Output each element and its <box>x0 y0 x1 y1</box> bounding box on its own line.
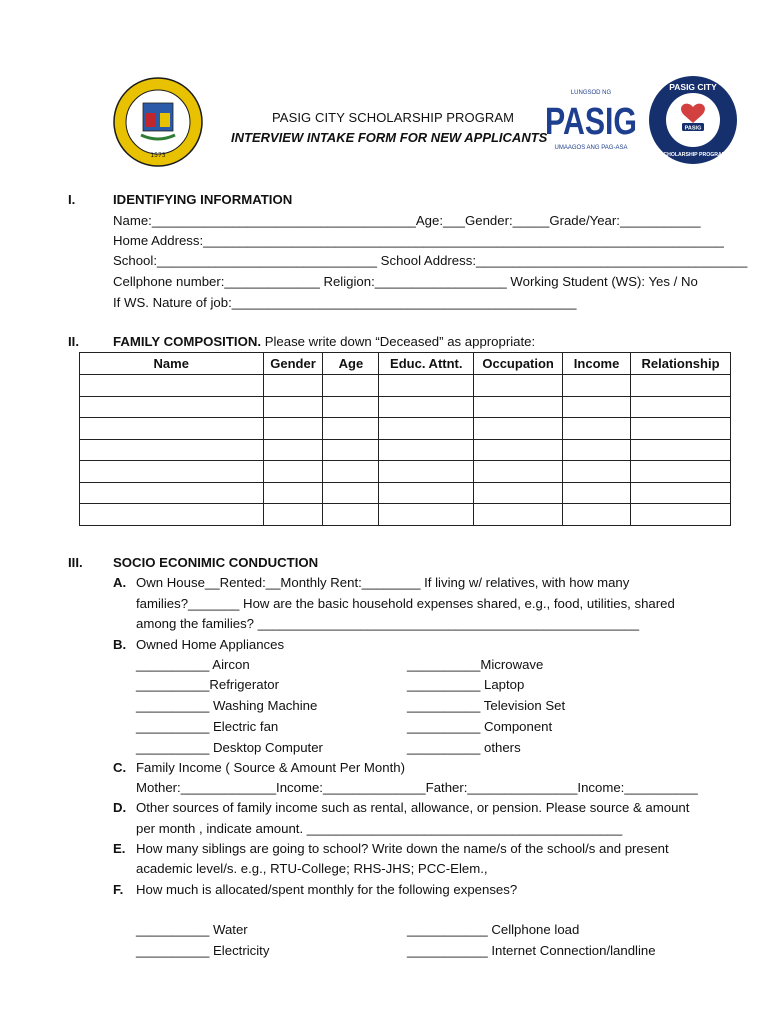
table-cell[interactable] <box>563 504 631 526</box>
seal-year: 1573 <box>150 152 166 159</box>
housing-fields-line2[interactable]: families?_______ How are the basic household expenses shared, e.g., food, utilities, shared <box>136 596 675 611</box>
table-cell[interactable] <box>474 482 563 504</box>
section3-number: III. <box>68 555 83 570</box>
section2-number: II. <box>68 334 79 349</box>
table-cell[interactable] <box>563 461 631 483</box>
school-address-fields[interactable]: School:______________________________ School Address:_____________________________________ <box>113 253 748 268</box>
monthly-expenses-question: How much is allocated/spent monthly for the following expenses? <box>136 882 518 897</box>
table-cell[interactable] <box>474 439 563 461</box>
table-cell[interactable] <box>563 482 631 504</box>
table-row <box>80 439 731 461</box>
table-cell[interactable] <box>563 375 631 397</box>
table-cell[interactable] <box>263 504 323 526</box>
table-cell[interactable] <box>563 396 631 418</box>
item-c-letter: C. <box>113 760 127 775</box>
table-cell[interactable] <box>563 418 631 440</box>
appliance-television-set[interactable]: __________ Television Set <box>407 698 566 713</box>
name-age-gender-grade-fields[interactable]: Name:____________________________________Age:___Gender:_____Grade/Year:___________ <box>113 213 701 228</box>
table-cell[interactable] <box>379 461 474 483</box>
expense-electricity[interactable]: __________ Electricity <box>136 943 270 958</box>
table-cell[interactable] <box>263 418 323 440</box>
scholarship-logo-top: PASIG CITY <box>669 82 717 92</box>
item-b-letter: B. <box>113 637 127 652</box>
table-cell[interactable] <box>379 439 474 461</box>
table-cell[interactable] <box>323 439 379 461</box>
table-cell[interactable] <box>323 482 379 504</box>
table-cell[interactable] <box>631 504 731 526</box>
section2-instruction: Please write down “Deceased” as appropriate: <box>264 334 536 349</box>
pasig-city-logo <box>543 86 639 156</box>
table-cell[interactable] <box>80 418 264 440</box>
table-header-row <box>80 353 731 375</box>
table-cell[interactable] <box>323 504 379 526</box>
table-cell[interactable] <box>631 439 731 461</box>
table-cell[interactable] <box>80 461 264 483</box>
table-cell[interactable] <box>323 396 379 418</box>
item-e-letter: E. <box>113 841 126 856</box>
table-cell[interactable] <box>263 439 323 461</box>
table-cell[interactable] <box>379 504 474 526</box>
table-cell[interactable] <box>631 375 731 397</box>
scholarship-program-logo <box>648 73 738 167</box>
table-cell[interactable] <box>323 375 379 397</box>
table-cell[interactable] <box>323 461 379 483</box>
table-cell[interactable] <box>80 375 264 397</box>
col-occupation-header: Occupation <box>474 353 563 375</box>
appliance-laptop[interactable]: __________ Laptop <box>407 677 525 692</box>
table-row <box>80 375 731 397</box>
table-cell[interactable] <box>631 482 731 504</box>
table-cell[interactable] <box>80 482 264 504</box>
section2-title: FAMILY COMPOSITION. <box>113 334 262 349</box>
siblings-question-line1: How many siblings are going to school? Write down the name/s of the school/s and present <box>136 841 669 856</box>
scholarship-logo-bottom: SCHOLARSHIP PROGRAM <box>659 152 727 158</box>
table-cell[interactable] <box>263 396 323 418</box>
table-row <box>80 396 731 418</box>
cellphone-religion-ws-fields[interactable]: Cellphone number:_____________ Religion:__________________ Working Student (WS): Yes / No <box>113 274 698 289</box>
other-income-line1: Other sources of family income such as rental, allowance, or pension. Please source & amount <box>136 800 690 815</box>
table-cell[interactable] <box>379 482 474 504</box>
table-cell[interactable] <box>80 396 264 418</box>
job-nature-field[interactable]: If WS. Nature of job:_______________________________________________ <box>113 295 577 310</box>
table-row <box>80 418 731 440</box>
table-cell[interactable] <box>263 482 323 504</box>
table-cell[interactable] <box>474 504 563 526</box>
item-f-letter: F. <box>113 882 124 897</box>
form-title: INTERVIEW INTAKE FORM FOR NEW APPLICANTS <box>231 130 548 145</box>
table-cell[interactable] <box>263 375 323 397</box>
table-cell[interactable] <box>474 375 563 397</box>
table-cell[interactable] <box>631 418 731 440</box>
appliance-others[interactable]: __________ others <box>407 740 521 755</box>
item-a-letter: A. <box>113 575 127 590</box>
pasig-logo-tagline: UMAAGOS ANG PAG-ASA <box>554 145 628 151</box>
housing-fields-line1[interactable]: Own House__Rented:__Monthly Rent:________ If living w/ relatives, with how many <box>136 575 630 590</box>
table-cell[interactable] <box>379 418 474 440</box>
appliance-electric-fan[interactable]: __________ Electric fan <box>136 719 279 734</box>
section1-title: IDENTIFYING INFORMATION <box>113 192 293 207</box>
parent-income-fields[interactable]: Mother:_____________Income:______________Father:_______________Income:__________ <box>136 780 698 795</box>
table-cell[interactable] <box>379 396 474 418</box>
program-title: PASIG CITY SCHOLARSHIP PROGRAM <box>272 110 515 125</box>
table-cell[interactable] <box>323 418 379 440</box>
table-cell[interactable] <box>563 439 631 461</box>
city-seal-logo <box>113 77 203 167</box>
home-address-field[interactable]: Home Address:_______________________________________________________________________ <box>113 233 724 248</box>
table-cell[interactable] <box>80 439 264 461</box>
pasig-logo-top: LUNGSOD NG <box>570 90 612 96</box>
appliance-refrigerator[interactable]: __________Refrigerator <box>136 677 279 692</box>
section1-number: I. <box>68 192 76 207</box>
table-cell[interactable] <box>474 418 563 440</box>
table-row <box>80 461 731 483</box>
expense-water[interactable]: __________ Water <box>136 922 248 937</box>
appliance-aircon[interactable]: __________ Aircon <box>136 657 250 672</box>
family-income-title: Family Income ( Source & Amount Per Month) <box>136 760 405 775</box>
other-income-amount-field[interactable]: per month , indicate amount. ___________________________________________ <box>136 821 623 836</box>
col-income-header: Income <box>563 353 631 375</box>
col-gender-header: Gender <box>263 353 323 375</box>
table-cell[interactable] <box>474 461 563 483</box>
table-cell[interactable] <box>474 396 563 418</box>
appliance-washing-machine[interactable]: __________ Washing Machine <box>136 698 318 713</box>
appliances-title: Owned Home Appliances <box>136 637 285 652</box>
table-cell[interactable] <box>631 461 731 483</box>
appliance-component[interactable]: __________ Component <box>407 719 553 734</box>
housing-fields-line3[interactable]: among the families? ____________________________________________________ <box>136 616 640 631</box>
section2-heading <box>113 334 535 349</box>
siblings-question-line2: academic level/s. e.g., RTU-College; RHS-JHS; PCC-Elem., <box>136 861 488 876</box>
table-row <box>80 504 731 526</box>
col-educ-header: Educ. Attnt. <box>379 353 474 375</box>
col-relationship-header: Relationship <box>631 353 731 375</box>
family-composition-table <box>79 352 731 526</box>
table-cell[interactable] <box>80 504 264 526</box>
section3-title: SOCIO ECONIMIC CONDUCTION <box>113 555 319 570</box>
appliance-desktop-computer[interactable]: __________ Desktop Computer <box>136 740 323 755</box>
col-age-header: Age <box>323 353 379 375</box>
appliance-microwave[interactable]: __________Microwave <box>407 657 544 672</box>
pasig-logo-word: PASIG <box>545 101 637 143</box>
table-cell[interactable] <box>631 396 731 418</box>
scholarship-logo-badge: PASIG <box>684 125 702 132</box>
item-d-letter: D. <box>113 800 127 815</box>
table-row <box>80 482 731 504</box>
expense-cellphone-load[interactable]: ___________ Cellphone load <box>407 922 580 937</box>
col-name-header: Name <box>80 353 264 375</box>
expense-internet[interactable]: ___________ Internet Connection/landline <box>407 943 656 958</box>
table-cell[interactable] <box>263 461 323 483</box>
table-cell[interactable] <box>379 375 474 397</box>
